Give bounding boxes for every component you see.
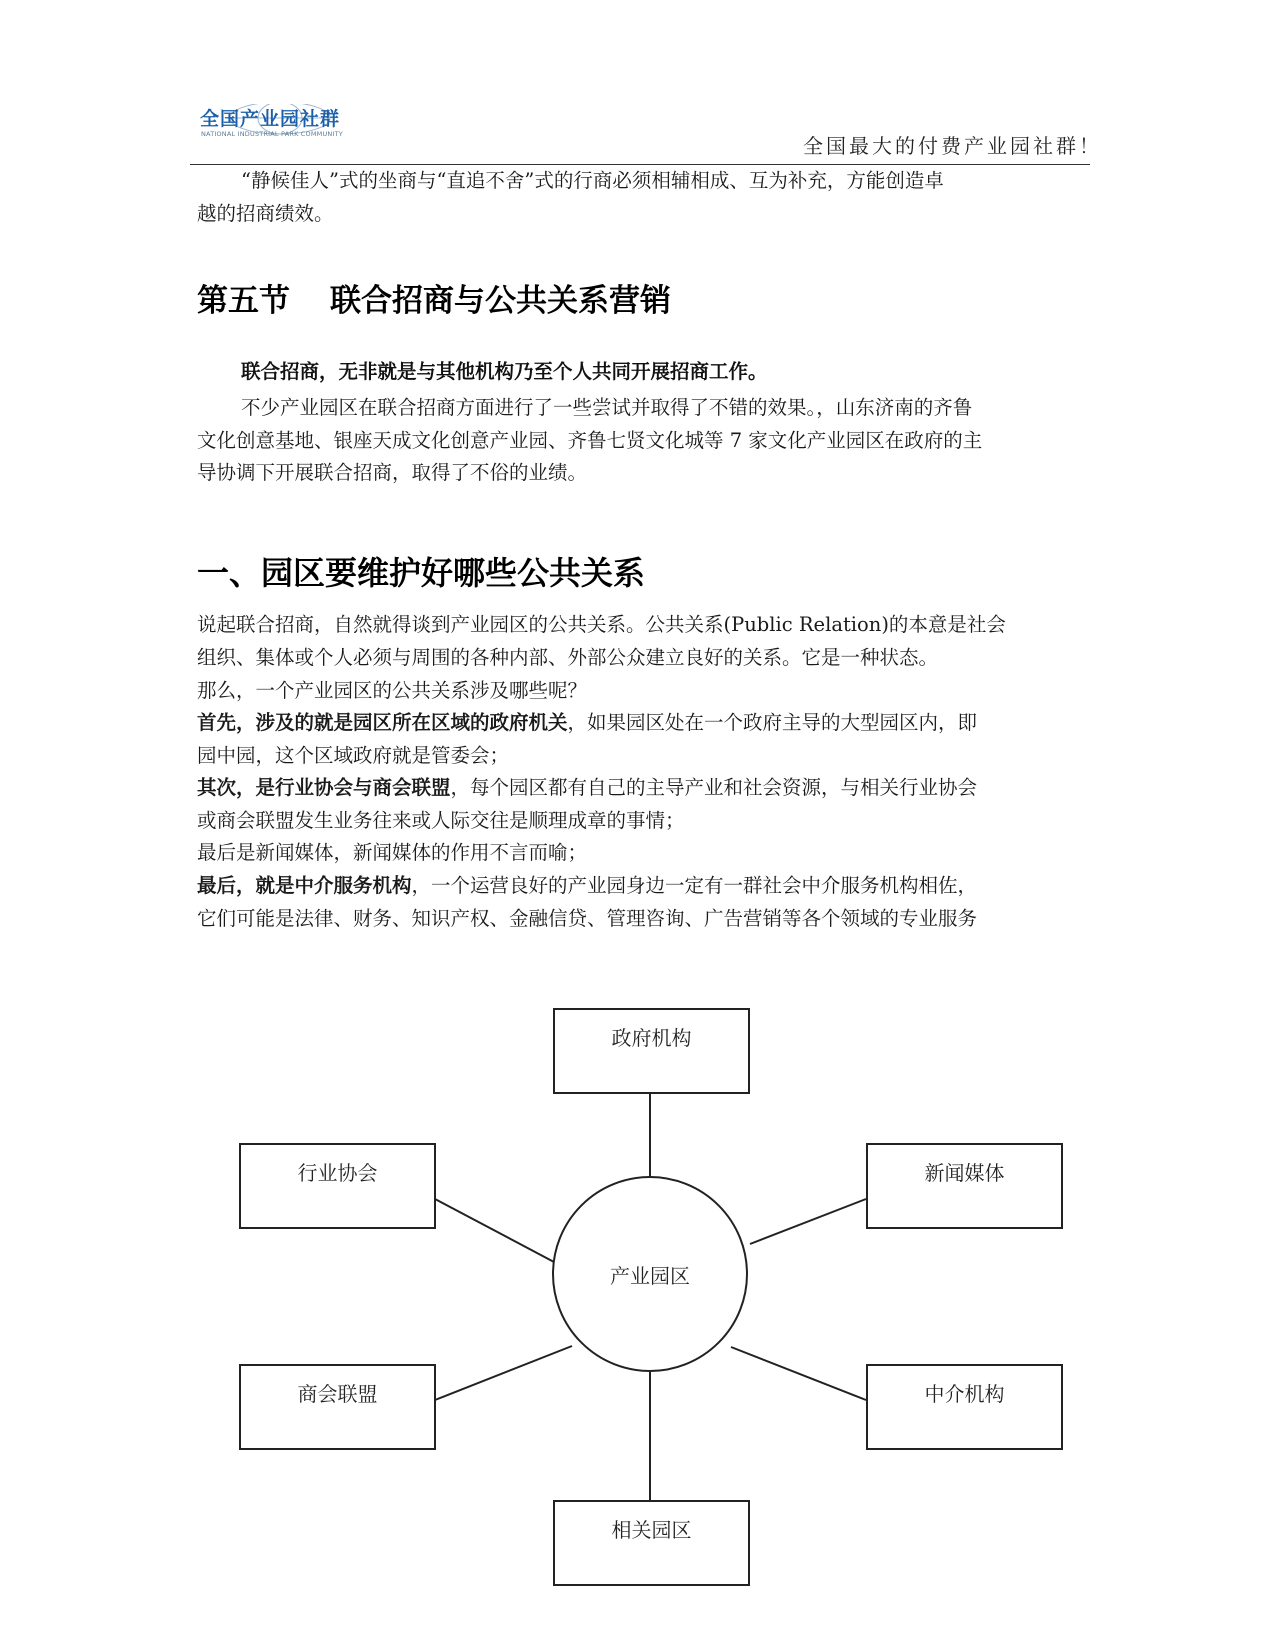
para2-line-2: 组织、集体或个人必须与周围的各种内部、外部公众建立良好的关系。它是一种状态。 (197, 646, 939, 669)
item-last-bold: 最后，就是中介服务机构 (197, 874, 412, 897)
item-first-line-2: 园中园，这个区域政府就是管委会； (197, 744, 510, 767)
node-industry-association-label: 行业协会 (297, 1161, 378, 1185)
item-second-line-2: 或商会联盟发生业务往来或人际交往是顺理成章的事情； (197, 809, 685, 832)
connector-upper-left (435, 1199, 554, 1262)
node-news-media-label: 新闻媒体 (924, 1161, 1005, 1185)
item-first-rest: ，如果园区处在一个政府主导的大型园区内，即 (567, 711, 978, 734)
node-chamber-alliance-label: 商会联盟 (297, 1382, 378, 1406)
connector-upper-right (750, 1199, 866, 1244)
node-related-parks-label: 相关园区 (611, 1518, 692, 1542)
item-first (197, 706, 1097, 740)
logo-text: 全国产业园社群 (200, 108, 341, 130)
item-last-line-2: 它们可能是法律、财务、知识产权、金融信贷、管理咨询、广告营销等各个领域的专业服务 (197, 907, 978, 930)
section-heading (197, 275, 671, 320)
para2-line-1: 说起联合招商，自然就得谈到产业园区的公共关系。公共关系(Public Relation)的本意是社会 (197, 613, 1006, 636)
hub-label: 产业园区 (610, 1264, 690, 1288)
section-title: 联合招商与公共关系营销 (330, 283, 671, 319)
item-last-rest: ，一个运营良好的产业园身边一定有一群社会中介服务机构相佐， (411, 874, 978, 897)
para2-line-3: 那么，一个产业园区的公共关系涉及哪些呢？ (197, 679, 588, 702)
node-related-parks (553, 1500, 750, 1586)
node-news-media (866, 1143, 1063, 1229)
node-industry-association (239, 1143, 436, 1229)
intro-line-1: “静候佳人”式的坐商与“直追不舍”式的行商必须相辅相成、互为补充，方能创造卓 (241, 169, 944, 192)
para1-line-3: 导协调下开展联合招商，取得了不俗的业绩。 (197, 461, 588, 484)
connector-lower-right (731, 1347, 866, 1400)
item-second (197, 771, 1097, 805)
item-second-rest: ，每个园区都有自己的主导产业和社会资源，与相关行业协会 (450, 776, 978, 799)
item-second-bold: 其次，是行业协会与商会联盟 (197, 776, 451, 799)
subheading: 一、园区要维护好哪些公共关系 (197, 554, 646, 592)
node-chamber-alliance (239, 1364, 436, 1450)
node-intermediary (866, 1364, 1063, 1450)
item-last (197, 869, 1097, 903)
intro-line-2: 越的招商绩效。 (197, 202, 334, 225)
hub-industrial-park (552, 1176, 748, 1372)
item-third: 最后是新闻媒体，新闻媒体的作用不言而喻； (197, 841, 588, 864)
connector-lower-left (435, 1346, 572, 1400)
section-number: 第五节 (197, 283, 290, 319)
item-first-bold: 首先，涉及的就是园区所在区域的政府机关 (197, 711, 568, 734)
para1-line-2: 文化创意基地、银座天成文化创意产业园、齐鲁七贤文化城等 7 家文化产业园区在政府的主 (197, 429, 983, 452)
header-slogan: 全国最大的付费产业园社群！ (803, 134, 1102, 158)
node-government (553, 1008, 750, 1094)
logo (200, 104, 360, 144)
para1-line-1: 不少产业园区在联合招商方面进行了一些尝试并取得了不错的效果。，山东济南的齐鲁 (241, 396, 973, 419)
lead-statement: 联合招商，无非就是与其他机构乃至个人共同开展招商工作。 (241, 360, 768, 383)
logo-subtitle: NATIONAL INDUSTRIAL PARK COMMUNITY (201, 130, 343, 138)
node-intermediary-label: 中介机构 (924, 1382, 1005, 1406)
node-government-label: 政府机构 (611, 1026, 692, 1050)
